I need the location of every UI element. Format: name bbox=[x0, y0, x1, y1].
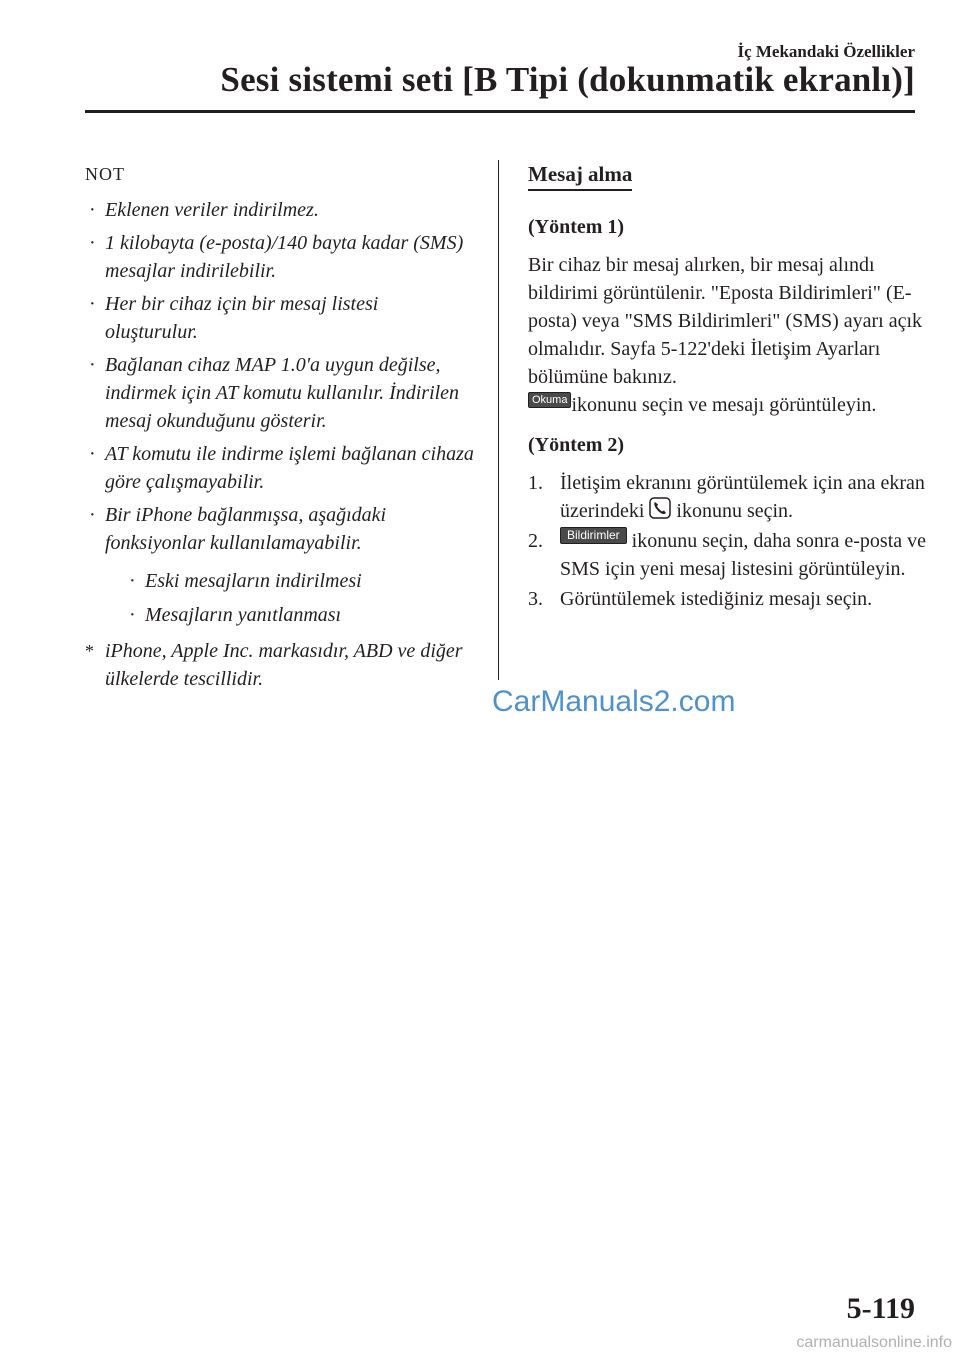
header-rule bbox=[85, 110, 915, 113]
step-item: 1. İletişim ekranını görüntülemek için ana ekran üzerindeki ikonunu seçin. bbox=[528, 472, 925, 522]
note-sub-bullet-list bbox=[105, 567, 475, 629]
receive-heading: Mesaj alma bbox=[528, 160, 632, 191]
bildirimler-button: Bildirimler bbox=[560, 527, 627, 544]
method1-text: Bir cihaz bir mesaj alırken, bir mesaj alındı bildirimi görüntülenir. "Eposta Bildirimleri" (E-posta) veya "SMS Bildirimleri" (SMS) ayarı açık olmalıdır. Sayfa 5-122'deki İletişim Ayarları bölümüne bakınız. bbox=[528, 254, 923, 388]
bullet-dot-icon: · bbox=[89, 354, 96, 376]
note-bullet: · AT komutu ile indirme işlemi bağlanan cihaza göre çalışmayabilir. bbox=[85, 440, 475, 496]
note-bullet: · Her bir cihaz için bir mesaj listesi oluşturulur. bbox=[85, 290, 475, 346]
bullet-dot-icon: · bbox=[129, 604, 136, 626]
footnote bbox=[85, 637, 475, 693]
bullet-dot-icon: · bbox=[129, 570, 136, 592]
watermark-carmanuals2: CarManuals2.com bbox=[492, 685, 736, 718]
bullet-dot-icon: · bbox=[89, 232, 96, 254]
note-bullet: · 1 kilobayta (e-posta)/140 bayta kadar (SMS) mesajlar indirilebilir. bbox=[85, 229, 475, 285]
note-bullet-list bbox=[85, 196, 475, 629]
note-title: NOT bbox=[85, 164, 125, 184]
method1-action: Okuma ikonunu seçin ve mesajı görüntüleyin. bbox=[528, 391, 928, 419]
okuma-button: Okuma bbox=[528, 392, 571, 408]
footnote-text: iPhone, Apple Inc. markasıdır, ABD ve diğer ülkelerde tescillidir. bbox=[105, 640, 463, 690]
page-number: 5-119 bbox=[846, 1292, 915, 1325]
note-sub-bullet: · Mesajların yanıtlanması bbox=[125, 601, 475, 629]
bullet-dot-icon: · bbox=[89, 443, 96, 465]
column-divider bbox=[498, 160, 499, 680]
section-title: İç Mekandaki Özellikler bbox=[737, 42, 915, 61]
watermark-carmanualsonline: carmanualsonline.info bbox=[796, 1334, 952, 1351]
chapter-title: Sesi sistemi seti [B Tipi (dokunmatik ekranlı)] bbox=[220, 60, 915, 99]
method2-steps bbox=[528, 469, 928, 613]
bullet-dot-icon: · bbox=[89, 504, 96, 526]
note-bullet: · Bir iPhone bağlanmışsa, aşağıdaki fonksiyonlar kullanılamayabilir. · Eski mesajların indirilmesi · Mesajların yanıtlanması bbox=[85, 501, 475, 629]
note-column bbox=[85, 160, 475, 693]
phone-icon bbox=[649, 497, 671, 519]
step-item: 3. Görüntülemek istediğiniz mesajı seçin. bbox=[528, 588, 873, 610]
bullet-dot-icon: · bbox=[89, 293, 96, 315]
bullet-dot-icon: · bbox=[89, 199, 96, 221]
method2-label: (Yöntem 2) bbox=[528, 434, 625, 456]
note-bullet: · Bağlanan cihaz MAP 1.0'a uygun değilse, indirmek için AT komutu kullanılır. İndirilen mesaj okunduğunu gösterir. bbox=[85, 351, 475, 435]
step-item: 2. Bildirimler ikonunu seçin, daha sonra e-posta ve SMS için yeni mesaj listesini görüntüleyin. bbox=[528, 528, 927, 580]
method1-label: (Yöntem 1) bbox=[528, 216, 625, 238]
note-sub-bullet: · Eski mesajların indirilmesi bbox=[125, 567, 475, 595]
receive-column bbox=[528, 160, 928, 615]
footnote-mark: * bbox=[85, 641, 94, 661]
note-bullet: · Eklenen veriler indirilmez. bbox=[85, 196, 475, 224]
